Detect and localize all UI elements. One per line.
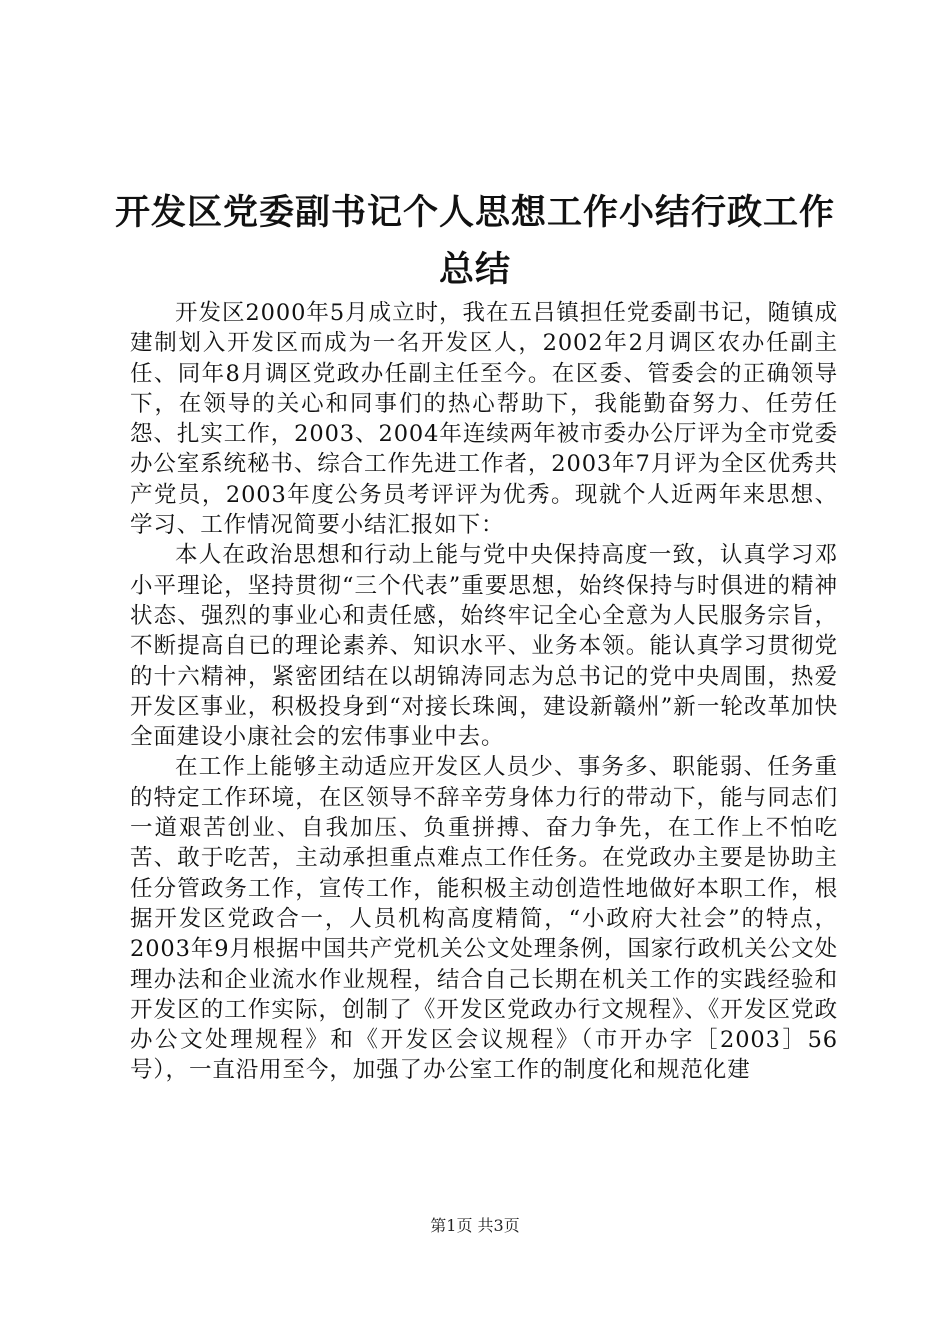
document-title: [110, 184, 840, 298]
paragraph-2: 本人在政治思想和行动上能与党中央保持高度一致，认真学习邓小平理论，坚持贯彻“三个代表”重要思想，始终保持与时俱进的精神状态、强烈的事业心和责任感，始终牢记全心全意为人民服务宗旨，不断提高自已的理论素养、知识水平、业务本领。能认真学习贯彻党的十六精神，紧密团结在以胡锦涛同志为总书记的党中央周围，热爱开发区事业，积极投身到“对接长珠闽，建设新赣州”新一轮改革加快全面建设小康社会的宏伟事业中去。: [130, 542, 838, 751]
title-line-1: 开发区党委副书记个人思想工作小结行政工作: [114, 192, 835, 233]
paragraph-1: 开发区2000年5月成立时，我在五吕镇担任党委副书记，随镇成建制划入开发区而成为一名开发区人，2002年2月调区农办任副主任、同年8月调区党政办任副主任至今。在区委、管委会的正确领导下，在领导的关心和同事们的热心帮助下，我能勤奋努力、任劳任怨、扎实工作，2003、2004年连续两年被市委办公厅评为全市党委办公室系统秘书、综合工作先进工作者，2003年7月评为全区优秀共产党员，2003年度公务员考评评为优秀。现就个人近两年来思想、学习、工作情况简要小结汇报如下：: [130, 300, 838, 539]
paragraph-3: 在工作上能够主动适应开发区人员少、事务多、职能弱、任务重的特定工作环境，在区领导不辞辛劳身体力行的带动下，能与同志们一道艰苦创业、自我加压、负重拼搏、奋力争先，在工作上不怕吃苦、敢于吃苦，主动承担重点难点工作任务。在党政办主要是协助主任分管政务工作，宣传工作，能积极主动创造性地做好本职工作，根据开发区党政合一，人员机构高度精简，“小政府大社会”的特点，2003年9月根据中国共产党机关公文处理条例，国家行政机关公文处理办法和企业流水作业规程，结合自己长期在机关工作的实践经验和开发区的工作实际，创制了《开发区党政办行文规程》、《开发区党政办公文处理规程》和《开发区会议规程》（市开办字［2003］56号），一直沿用至今，加强了办公室工作的制度化和规范化建: [130, 754, 838, 1084]
title-line-2: 总结: [438, 249, 511, 290]
page-number: 第1页 共3页: [430, 1216, 520, 1235]
page-footer: [0, 1216, 950, 1236]
document-body: [130, 298, 838, 1086]
